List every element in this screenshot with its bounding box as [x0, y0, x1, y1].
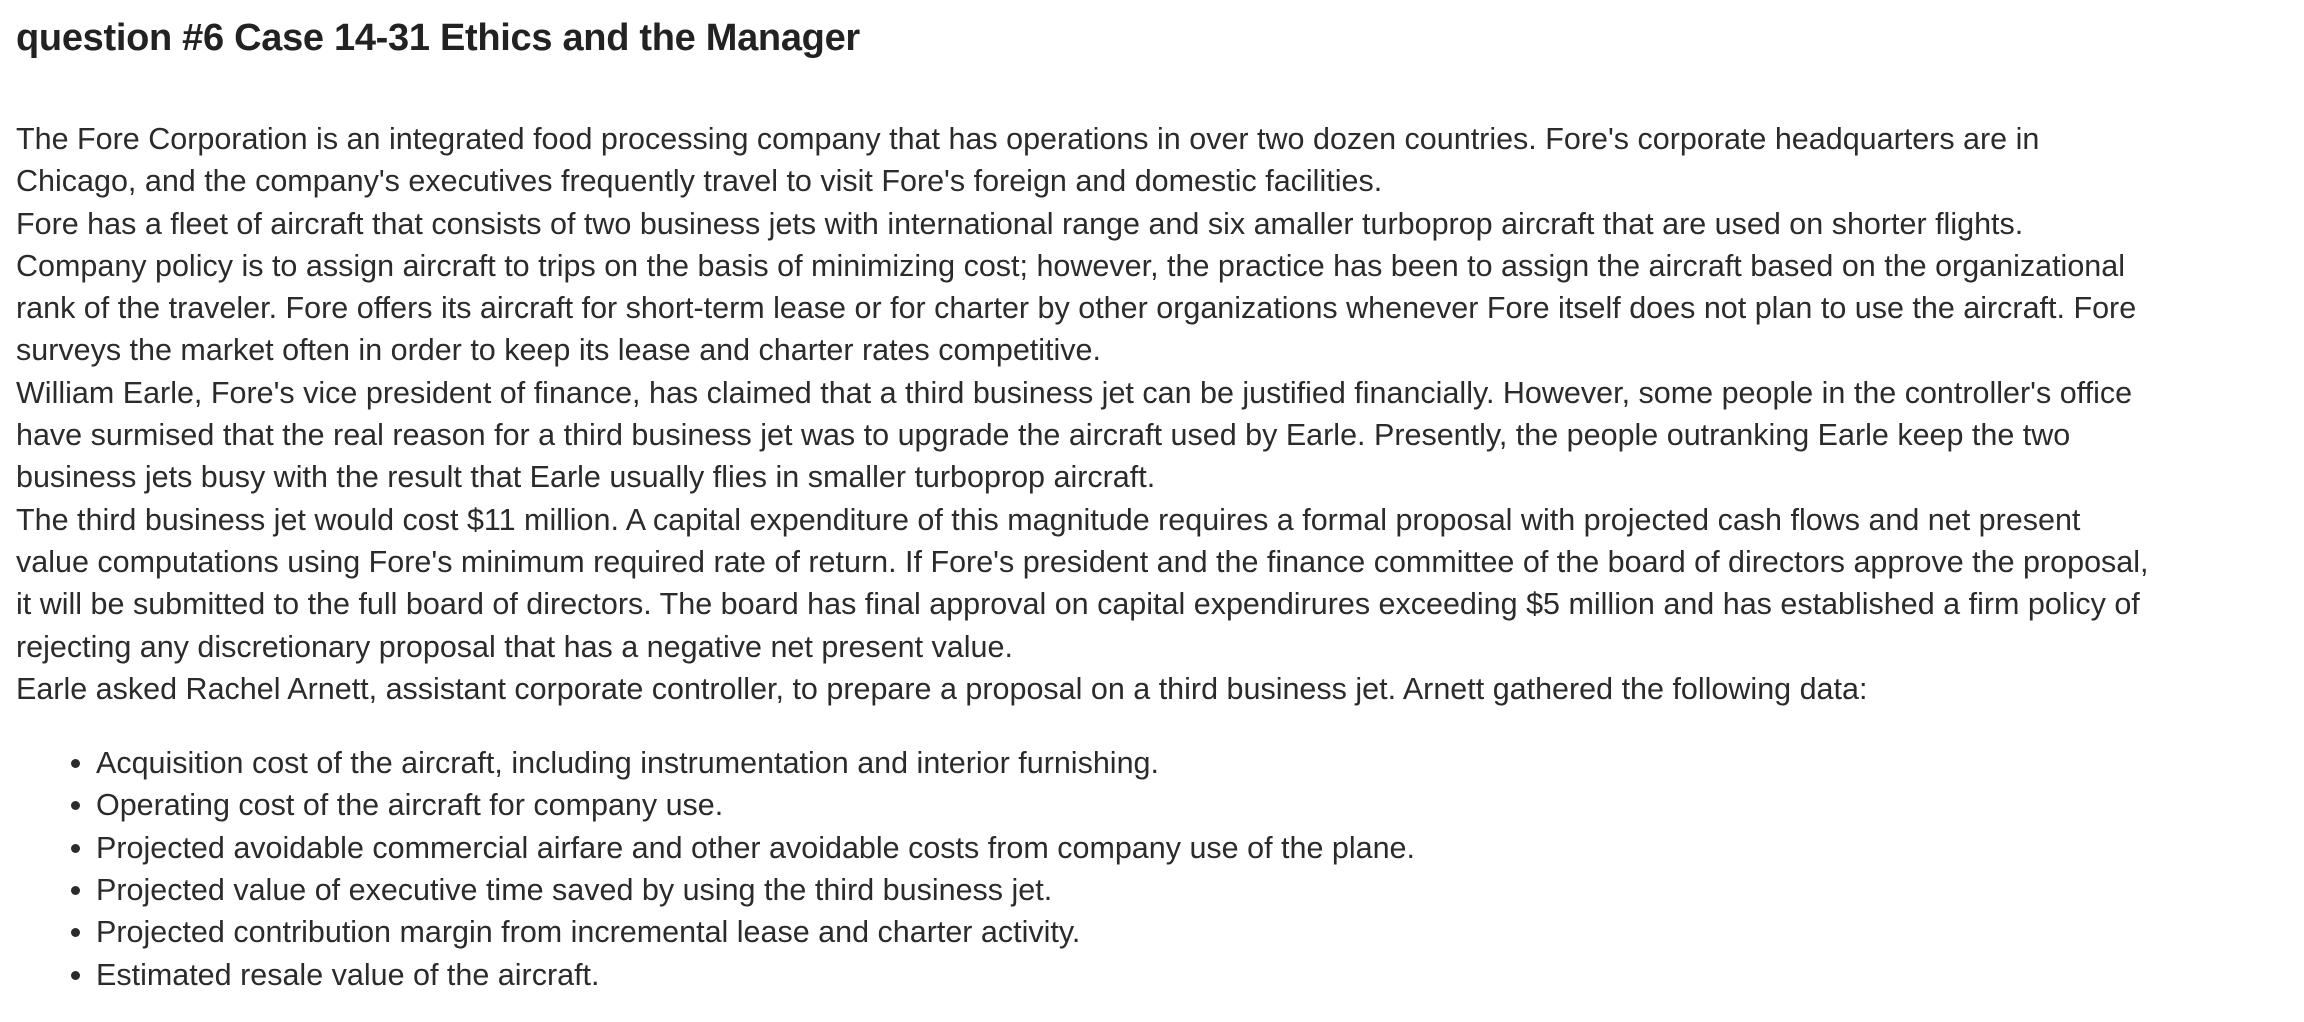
data-bullet-list	[16, 742, 2276, 996]
list-item: • Projected value of executive time saved by using the third business jet.	[96, 869, 2276, 911]
list-item: • Projected avoidable commercial airfare and other avoidable costs from company use of the plane.	[96, 827, 2276, 869]
paragraph-intro: The Fore Corporation is an integrated food processing company that has operations in over two dozen countries. Fore's corporate headquarters are in Chicago, and the company's executives frequently travel to visit Fore's foreign and domestic facilities.	[16, 122, 2040, 199]
paragraph-arnett-data: Earle asked Rachel Arnett, assistant corporate controller, to prepare a proposal on a third business jet. Arnett gathered the following data:	[16, 671, 1868, 706]
page-title: question #6 Case 14-31 Ethics and the Manager	[16, 17, 860, 59]
case-body	[16, 118, 2156, 710]
paragraph-earle-claim: William Earle, Fore's vice president of finance, has claimed that a third business jet can be justified financially. However, some people in the controller's office have surmised that the real reason for a third business jet was to upgrade the aircraft used by Earle. Presently, the people outranking Earle keep the two business jets busy with the result that Earle usually flies in smaller turboprop aircraft.	[16, 375, 2133, 495]
list-item: • Acquisition cost of the aircraft, including instrumentation and interior furnishing.	[96, 742, 2276, 784]
document-page	[16, 0, 2276, 996]
list-item: • Estimated resale value of the aircraft.	[96, 954, 2276, 996]
paragraph-capital-expenditure: The third business jet would cost $11 million. A capital expenditure of this magnitude requires a formal proposal with projected cash flows and net present value computations using Fore's minimum required rate of return. If Fore's president and the finance committee of the board of directors approve the proposal, it will be submitted to the full board of directors. The board has final approval on capital expendirures exceeding $5 million and has established a firm policy of rejecting any discretionary proposal that has a negative net present value.	[16, 502, 2149, 664]
list-item: • Operating cost of the aircraft for company use.	[96, 784, 2276, 826]
list-item: • Projected contribution margin from incremental lease and charter activity.	[96, 911, 2276, 953]
paragraph-fleet: Fore has a fleet of aircraft that consists of two business jets with international range and six amaller turboprop aircraft that are used on shorter flights. Company policy is to assign aircraft to trips on the basis of minimizing cost; however, the practice has been to assign the aircraft based on the organizational rank of the traveler. Fore offers its aircraft for short-term lease or for charter by other organizations whenever Fore itself does not plan to use the aircraft. Fore surveys the market often in order to keep its lease and charter rates competitive.	[16, 206, 2137, 368]
